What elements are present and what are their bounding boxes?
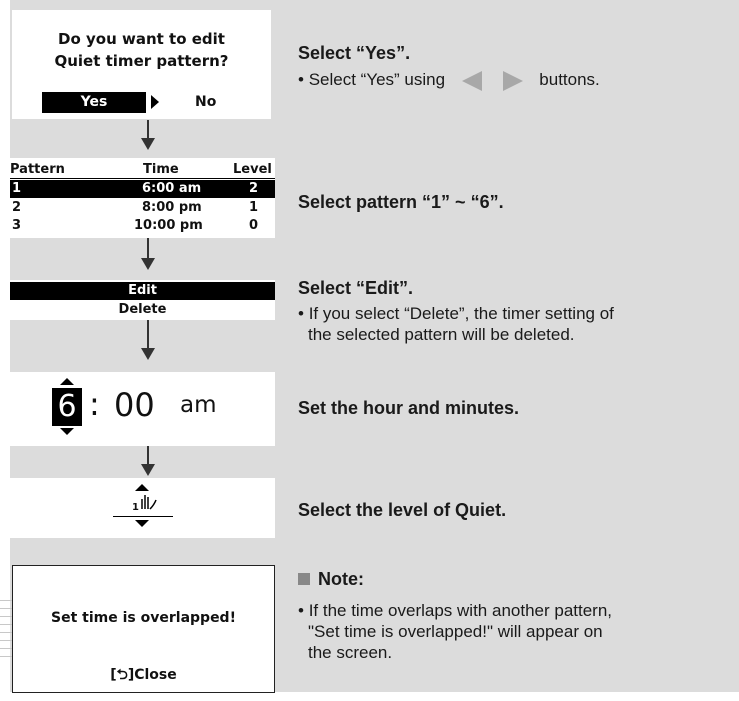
overlap-message: Set time is overlapped! — [51, 610, 236, 626]
down-arrow-icon — [141, 348, 155, 360]
edit-confirm-screen — [12, 10, 271, 119]
flow-arrow-line — [147, 446, 149, 466]
table-row[interactable] — [10, 180, 275, 198]
step6-bullet-line-3: the screen. — [308, 643, 393, 662]
step6-bullet-line-1: If the time overlaps with another pattern, — [308, 601, 613, 620]
yes-option[interactable]: Yes — [42, 92, 146, 113]
step3-bullet — [298, 303, 614, 345]
flow-arrow-line — [147, 120, 149, 140]
row-level: 0 — [249, 218, 259, 233]
step1-bullet-text: Select “Yes” using — [308, 70, 446, 89]
flow-arrow-line — [147, 238, 149, 260]
edge-line — [0, 648, 12, 649]
row-time: 10:00 pm — [134, 218, 203, 233]
close-button[interactable] — [13, 664, 274, 688]
note-square-icon — [298, 573, 310, 585]
row-level: 1 — [249, 200, 259, 215]
overlap-message-screen — [12, 565, 275, 693]
bullet-dot: • — [298, 70, 309, 89]
row-pattern: 3 — [12, 218, 22, 233]
step1-bullet — [298, 69, 600, 91]
down-arrow-icon — [141, 258, 155, 270]
step3-heading: Select “Edit”. — [298, 278, 414, 298]
no-option[interactable]: No — [195, 94, 217, 110]
step6-bullet-line-2: "Set time is overlapped!" will appear on — [308, 622, 603, 641]
step2-heading: Select pattern “1” ~ “6”. — [298, 192, 504, 212]
back-icon: [⮌] — [110, 667, 135, 683]
header-level: Level — [233, 162, 272, 177]
selection-pointer-icon — [151, 95, 159, 109]
table-header — [10, 161, 280, 179]
edge-line — [0, 600, 12, 601]
decrease-arrow-icon[interactable] — [135, 520, 149, 527]
edge-line — [0, 632, 12, 633]
delete-option[interactable]: Delete — [118, 302, 167, 317]
quiet-level-screen — [10, 478, 275, 538]
bullet-dot: • — [298, 601, 309, 620]
step5-heading: Select the level of Quiet. — [298, 500, 507, 520]
edge-line — [0, 616, 12, 617]
increase-arrow-icon[interactable] — [60, 378, 74, 385]
down-arrow-icon — [141, 464, 155, 476]
step1-bullet-end: buttons. — [539, 70, 600, 89]
note-heading — [298, 569, 364, 590]
right-button-icon — [503, 71, 523, 91]
row-time: 6:00 am — [142, 181, 202, 196]
edge-line — [0, 656, 12, 657]
decrease-arrow-icon[interactable] — [60, 428, 74, 435]
flow-arrow-line — [147, 320, 149, 350]
quiet-hand-icon — [136, 491, 158, 513]
table-row[interactable] — [10, 199, 280, 217]
header-time: Time — [143, 162, 179, 177]
hour-field[interactable]: 6 — [52, 388, 82, 426]
close-label: Close — [134, 667, 177, 683]
time-set-screen — [10, 372, 275, 446]
edge-line — [0, 640, 12, 641]
step6-bullet — [298, 600, 612, 663]
edit-option[interactable]: Edit — [10, 282, 275, 300]
left-button-icon — [462, 71, 482, 91]
row-level: 2 — [249, 181, 259, 196]
edit-delete-menu — [10, 280, 275, 320]
question-line-1: Do you want to edit — [58, 30, 225, 48]
question-line-2: Quiet timer pattern? — [54, 52, 229, 70]
row-pattern: 2 — [12, 200, 22, 215]
level-digit: 1 — [132, 502, 139, 513]
minutes-field[interactable]: 00 — [114, 386, 155, 424]
header-pattern: Pattern — [10, 162, 65, 177]
step1-heading: Select “Yes”. — [298, 43, 411, 63]
table-row[interactable] — [10, 217, 280, 235]
edge-line — [0, 624, 12, 625]
step3-bullet-line-2: the selected pattern will be deleted. — [308, 325, 575, 344]
bullet-dot: • — [298, 304, 309, 323]
time-colon: : — [89, 385, 100, 423]
row-time: 8:00 pm — [142, 200, 202, 215]
level-underline — [113, 516, 173, 517]
step4-heading: Set the hour and minutes. — [298, 398, 520, 418]
header-divider — [10, 178, 275, 179]
step3-bullet-line-1: If you select “Delete”, the timer setting of — [308, 304, 614, 323]
increase-arrow-icon[interactable] — [135, 484, 149, 491]
row-pattern: 1 — [12, 181, 22, 196]
note-heading-text: Note: — [318, 569, 364, 589]
edge-line — [0, 608, 12, 609]
ampm-field[interactable]: am — [180, 392, 217, 418]
pattern-list-screen — [10, 158, 275, 238]
down-arrow-icon — [141, 138, 155, 150]
